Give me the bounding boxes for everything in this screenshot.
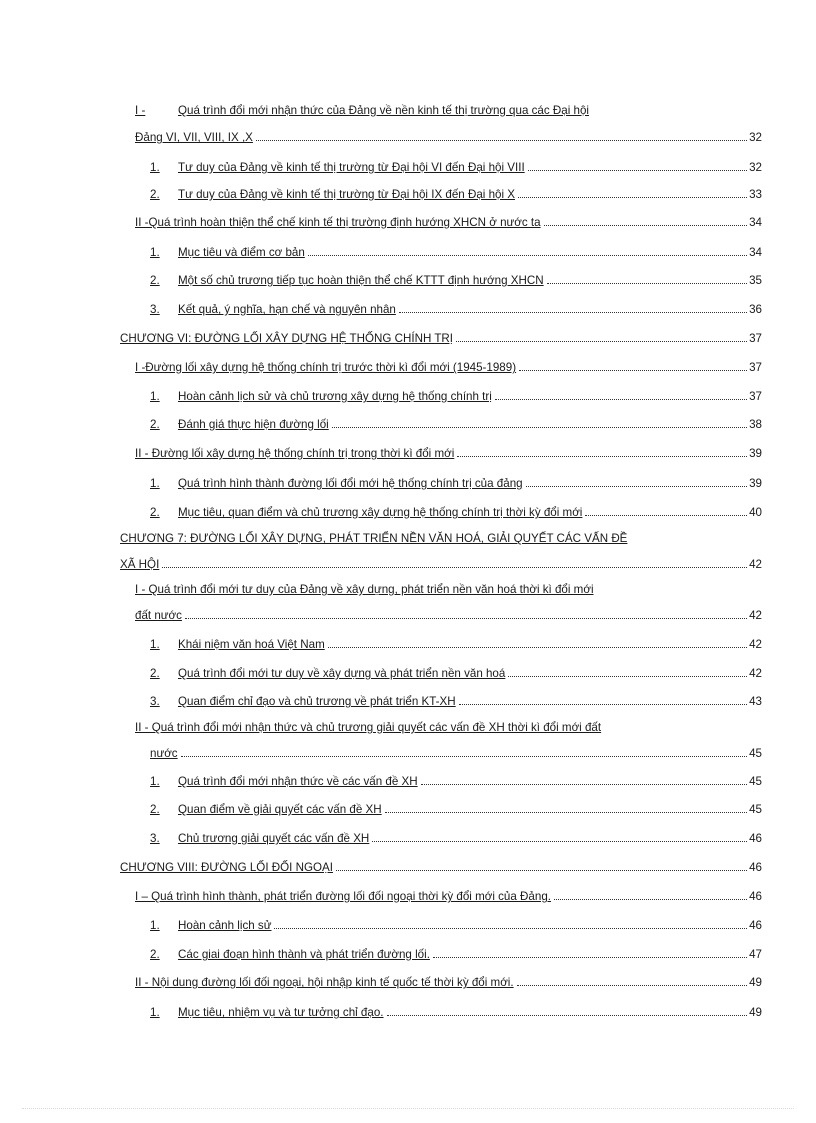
toc-entry-number: 2.	[150, 188, 160, 201]
page-number: 39	[749, 477, 762, 490]
toc-entry-link[interactable]: II -Quá trình hoàn thiện thể chế kinh tế thị trường định hướng XHCN ở nước ta	[135, 216, 541, 229]
toc-entry-link[interactable]: Đánh giá thực hiện đường lối	[178, 418, 329, 431]
dot-leader	[544, 224, 748, 226]
toc-entry-link-continued[interactable]: XÃ HỘI	[120, 558, 160, 571]
toc-entry-number: I -	[135, 104, 146, 117]
toc-entry-link[interactable]: I – Quá trình hình thành, phát triển đường lối đối ngoại thời kỳ đổi mới của Đảng.	[135, 890, 551, 903]
toc-entry-number: 1.	[150, 775, 160, 788]
page-number: 42	[749, 667, 762, 680]
toc-entry-line[interactable]	[150, 387, 762, 403]
toc-entry-link-continued[interactable]: đất nước	[135, 609, 182, 622]
toc-entry-number: 2.	[150, 274, 160, 287]
dot-leader	[336, 869, 747, 871]
page-number: 46	[749, 861, 762, 874]
toc-entry-line[interactable]	[150, 158, 762, 174]
dot-leader	[508, 675, 747, 677]
toc-entry-link[interactable]: Quá trình đổi mới nhận thức của Đảng về nền kinh tế thị trường qua các Đại hội	[178, 104, 589, 117]
dot-leader	[433, 956, 747, 958]
toc-entry-line[interactable]	[120, 329, 762, 345]
dot-leader	[526, 485, 748, 487]
toc-entry-line[interactable]	[150, 415, 762, 431]
page-number: 37	[749, 390, 762, 403]
toc-entry-link[interactable]: Tư duy của Đảng về kinh tế thị trường từ Đại hội VI đến Đại hội VIII	[178, 161, 525, 174]
toc-entry-line[interactable]	[150, 243, 762, 259]
toc-entry-link[interactable]: II - Quá trình đổi mới nhận thức và chủ trương giải quyết các vấn đề XH thời kì đổi mới đất	[135, 721, 602, 734]
page-number: 45	[749, 803, 762, 816]
page-number: 42	[749, 638, 762, 651]
toc-entry-line[interactable]	[150, 829, 762, 845]
page-number: 46	[749, 832, 762, 845]
toc-entry-line[interactable]	[150, 300, 762, 316]
toc-entry-link[interactable]: Một số chủ trương tiếp tục hoàn thiện thể chế KTTT định hướng XHCN	[178, 274, 544, 287]
toc-entry-line[interactable]	[135, 973, 762, 989]
page-number: 39	[749, 447, 762, 460]
dot-leader	[181, 755, 747, 757]
page-number: 43	[749, 695, 762, 708]
page-number: 36	[749, 303, 762, 316]
toc-entry-number: 2.	[150, 948, 160, 961]
dot-leader	[459, 703, 747, 705]
toc-entry-line[interactable]	[150, 1003, 762, 1019]
toc-entry-link[interactable]: Quá trình đổi mới tư duy về xây dựng và phát triển nền văn hoá	[178, 667, 506, 680]
page-number: 37	[749, 332, 762, 345]
toc-entry-link[interactable]: I - Quá trình đổi mới tư duy của Đảng về xây dựng, phát triển nền văn hoá thời kì đổi mới	[135, 583, 594, 596]
toc-entry-line[interactable]	[150, 635, 762, 651]
dot-leader	[517, 984, 747, 986]
page-number: 35	[749, 274, 762, 287]
toc-entry-number: 1.	[150, 246, 160, 259]
dot-leader	[185, 617, 747, 619]
toc-entry-link[interactable]: Kết quả, ý nghĩa, hạn chế và nguyên nhân	[178, 303, 396, 316]
page-number: 49	[749, 976, 762, 989]
toc-entry-line[interactable]	[135, 444, 762, 460]
toc-entry-link[interactable]: CHƯƠNG VI: ĐƯỜNG LỐI XÂY DỰNG HỆ THỐNG CHÍNH TRỊ	[120, 332, 454, 345]
toc-entry-link[interactable]: CHƯƠNG VIII: ĐƯỜNG LỐI ĐỐI NGOẠI	[120, 861, 333, 874]
toc-entry-link[interactable]: Mục tiêu, nhiệm vụ và tư tưởng chỉ đạo.	[178, 1006, 384, 1019]
toc-entry-number: 2.	[150, 506, 160, 519]
page-number: 45	[749, 775, 762, 788]
toc-entry-first-line	[135, 104, 589, 120]
toc-entry-second-line	[135, 606, 762, 622]
toc-entry-line[interactable]	[150, 692, 762, 708]
dot-leader	[256, 139, 747, 141]
dot-leader	[547, 282, 747, 284]
toc-entry-number: 3.	[150, 832, 160, 845]
toc-entry-link[interactable]: Tư duy của Đảng về kinh tế thị trường từ Đại hội IX đến Đại hội X	[178, 188, 515, 201]
toc-entry-link-continued[interactable]: nước	[150, 747, 178, 760]
page-number: 37	[749, 361, 762, 374]
toc-entry-number: 2.	[150, 803, 160, 816]
toc-entry-link[interactable]: Quá trình đổi mới nhận thức về các vấn đề XH	[178, 775, 418, 788]
page-number: 34	[749, 216, 762, 229]
page-number: 32	[749, 131, 762, 144]
toc-entry-line[interactable]	[150, 271, 762, 287]
page-bottom-divider	[22, 1108, 794, 1109]
toc-entry-number: 1.	[150, 638, 160, 651]
toc-entry-line[interactable]	[150, 772, 762, 788]
toc-entry-second-line	[135, 128, 762, 144]
dot-leader	[385, 811, 747, 813]
toc-entry-second-line	[120, 555, 762, 571]
dot-leader	[528, 169, 747, 171]
toc-entry-number: 3.	[150, 695, 160, 708]
dot-leader	[308, 254, 747, 256]
toc-entry-link[interactable]: Quan điểm về giải quyết các vấn đề XH	[178, 803, 382, 816]
toc-entry-link[interactable]: II - Đường lối xây dựng hệ thống chính trị trong thời kì đổi mới	[135, 447, 455, 460]
page-number: 45	[749, 747, 762, 760]
dot-leader	[518, 196, 747, 198]
toc-entry-first-line	[135, 721, 601, 737]
page-number: 33	[749, 188, 762, 201]
page-number: 47	[749, 948, 762, 961]
toc-entry-link[interactable]: Hoàn cảnh lịch sử và chủ trương xây dựng hệ thống chính trị	[178, 390, 492, 403]
toc-entry-line[interactable]	[150, 474, 762, 490]
page-number: 34	[749, 246, 762, 259]
toc-entry-link[interactable]: Hoàn cảnh lịch sử	[178, 919, 272, 932]
page-number: 40	[749, 506, 762, 519]
toc-entry-link[interactable]: Khái niệm văn hoá Việt Nam	[178, 638, 325, 651]
page-number: 46	[749, 919, 762, 932]
toc-entry-link[interactable]: Các giai đoạn hình thành và phát triển đường lối.	[178, 948, 430, 961]
dot-leader	[387, 1014, 748, 1016]
toc-entry-line[interactable]	[120, 858, 762, 874]
dot-leader	[328, 646, 747, 648]
toc-entry-link[interactable]: Mục tiêu và điểm cơ bản	[178, 246, 305, 259]
toc-entry-number: 1.	[150, 161, 160, 174]
toc-entry-link[interactable]: Chủ trương giải quyết các vấn đề XH	[178, 832, 370, 845]
toc-entry-line[interactable]	[150, 916, 762, 932]
toc-entry-line[interactable]	[150, 945, 762, 961]
toc-entry-number: 1.	[150, 477, 160, 490]
page-number: 32	[749, 161, 762, 174]
page-number: 49	[749, 1006, 762, 1019]
dot-leader	[554, 898, 747, 900]
dot-leader	[585, 514, 747, 516]
page-number: 38	[749, 418, 762, 431]
toc-entry-link[interactable]: Quan điểm chỉ đạo và chủ trương về phát triển KT-XH	[178, 695, 456, 708]
page-number: 42	[749, 609, 762, 622]
toc-entry-first-line	[120, 532, 627, 548]
toc-entry-line[interactable]	[135, 887, 762, 903]
dot-leader	[519, 369, 747, 371]
dot-leader	[399, 311, 747, 313]
dot-leader	[456, 340, 747, 342]
toc-entry-line[interactable]	[150, 185, 762, 201]
dot-leader	[372, 840, 747, 842]
page-number: 42	[749, 558, 762, 571]
toc-entry-link[interactable]: Quá trình hình thành đường lối đổi mới hệ thống chính trị của đảng	[178, 477, 523, 490]
dot-leader	[457, 455, 747, 457]
dot-leader	[332, 426, 747, 428]
toc-entry-line[interactable]	[135, 358, 762, 374]
toc-entry-link[interactable]: Mục tiêu, quan điểm và chủ trương xây dựng hệ thống chính trị thời kỳ đổi mới	[178, 506, 583, 519]
dot-leader	[274, 927, 747, 929]
toc-entry-number: 2.	[150, 667, 160, 680]
toc-entry-second-line	[150, 744, 762, 760]
toc-entry-number: 1.	[150, 919, 160, 932]
toc-entry-first-line	[135, 583, 594, 599]
toc-entry-line[interactable]	[150, 664, 762, 680]
toc-entry-link[interactable]: CHƯƠNG 7: ĐƯỜNG LỐI XÂY DỰNG, PHÁT TRIỂN NỀN VĂN HOÁ, GIẢI QUYẾT CÁC VẤN ĐỀ	[120, 532, 628, 545]
dot-leader	[421, 783, 747, 785]
toc-entry-link-continued[interactable]: Đảng VI, VII, VIII, IX ,X	[135, 131, 253, 144]
toc-entry-number: 1.	[150, 1006, 160, 1019]
toc-entry-line[interactable]	[150, 800, 762, 816]
toc-entry-line[interactable]	[135, 213, 762, 229]
toc-entry-number: 3.	[150, 303, 160, 316]
toc-entry-link[interactable]: I -Đường lối xây dựng hệ thống chính trị trước thời kì đổi mới (1945-1989)	[135, 361, 517, 374]
toc-entry-number: 1.	[150, 390, 160, 403]
toc-entry-number: 2.	[150, 418, 160, 431]
dot-leader	[495, 398, 747, 400]
toc-entry-link[interactable]: II - Nội dung đường lối đối ngoại, hội nhập kinh tế quốc tế thời kỳ đổi mới.	[135, 976, 514, 989]
toc-entry-line[interactable]	[150, 503, 762, 519]
page-number: 46	[749, 890, 762, 903]
dot-leader	[162, 566, 747, 568]
